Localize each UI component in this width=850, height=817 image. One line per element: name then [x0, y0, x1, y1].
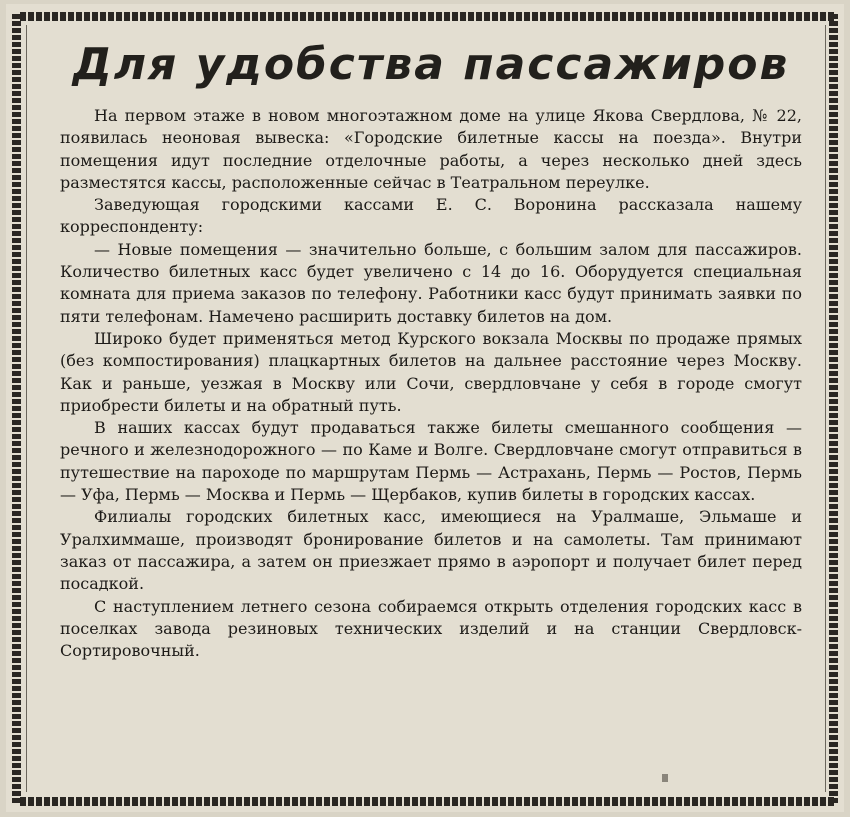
- paragraph: С наступлением летнего сезона собираемся открыть отделения городских касс в поселках завода резиновых технических изделий и на станции Свердловск-Сортировочный.: [60, 596, 802, 661]
- paragraph: — Новые помещения — значительно больше, с большим залом для пассажиров. Количество билетных касс будет увеличено с 14 до 16. Оборудуется специальная комната для приема заказов по телефону. Работники касс будут принимать заявки по пяти телефонам. Намечено расширить доставку билетов на дом.: [60, 239, 802, 326]
- paragraph: Широко будет применяться метод Курского вокзала Москвы по продаже прямых (без компостирования) плацкартных билетов на дальнее расстояние через Москву. Как и раньше, уезжая в Москву или Сочи, свердловчане у себя в городе смогут приобрести билеты и на обратный путь.: [60, 328, 802, 415]
- headline: Для удобства пассажиров: [72, 39, 790, 90]
- border-top: [20, 12, 834, 21]
- border-left: [12, 14, 21, 804]
- paragraph: Заведующая городскими кассами Е. С. Воронина рассказала нашему корреспонденту:: [60, 195, 802, 237]
- newspaper-clipping: [6, 4, 844, 812]
- border-bottom: [20, 797, 834, 806]
- paragraph: На первом этаже в новом многоэтажном доме на улице Якова Свердлова, № 22, появилась неоновая вывеска: «Городские билетные кассы на поезда». Внутри помещения идут последние отделочные работы, а через несколько дней здесь разместятся кассы, расположенные сейчас в Театральном переулке.: [60, 106, 802, 192]
- paragraph: Филиалы городских билетных касс, имеющиеся на Уралмаше, Эльмаше и Уралхиммаше, производят бронирование билетов и на самолеты. Там принимают заказ от пассажира, а затем он приезжает прямо в аэропорт и получает билет перед посадкой.: [60, 507, 802, 594]
- article-body: [60, 105, 802, 662]
- paper-blemish: [662, 774, 668, 782]
- border-right: [829, 14, 838, 804]
- paragraph: В наших кассах будут продаваться также билеты смешанного сообщения — речного и железнодорожного — по Каме и Волге. Свердловчане смогут отправиться в путешествие на пароходе по маршрутам Пермь — Астрахань, Пермь — Ростов, Пермь — Уфа, Пермь — Москва и Пермь — Щербаков, купив билеты в городских кассах.: [60, 418, 802, 505]
